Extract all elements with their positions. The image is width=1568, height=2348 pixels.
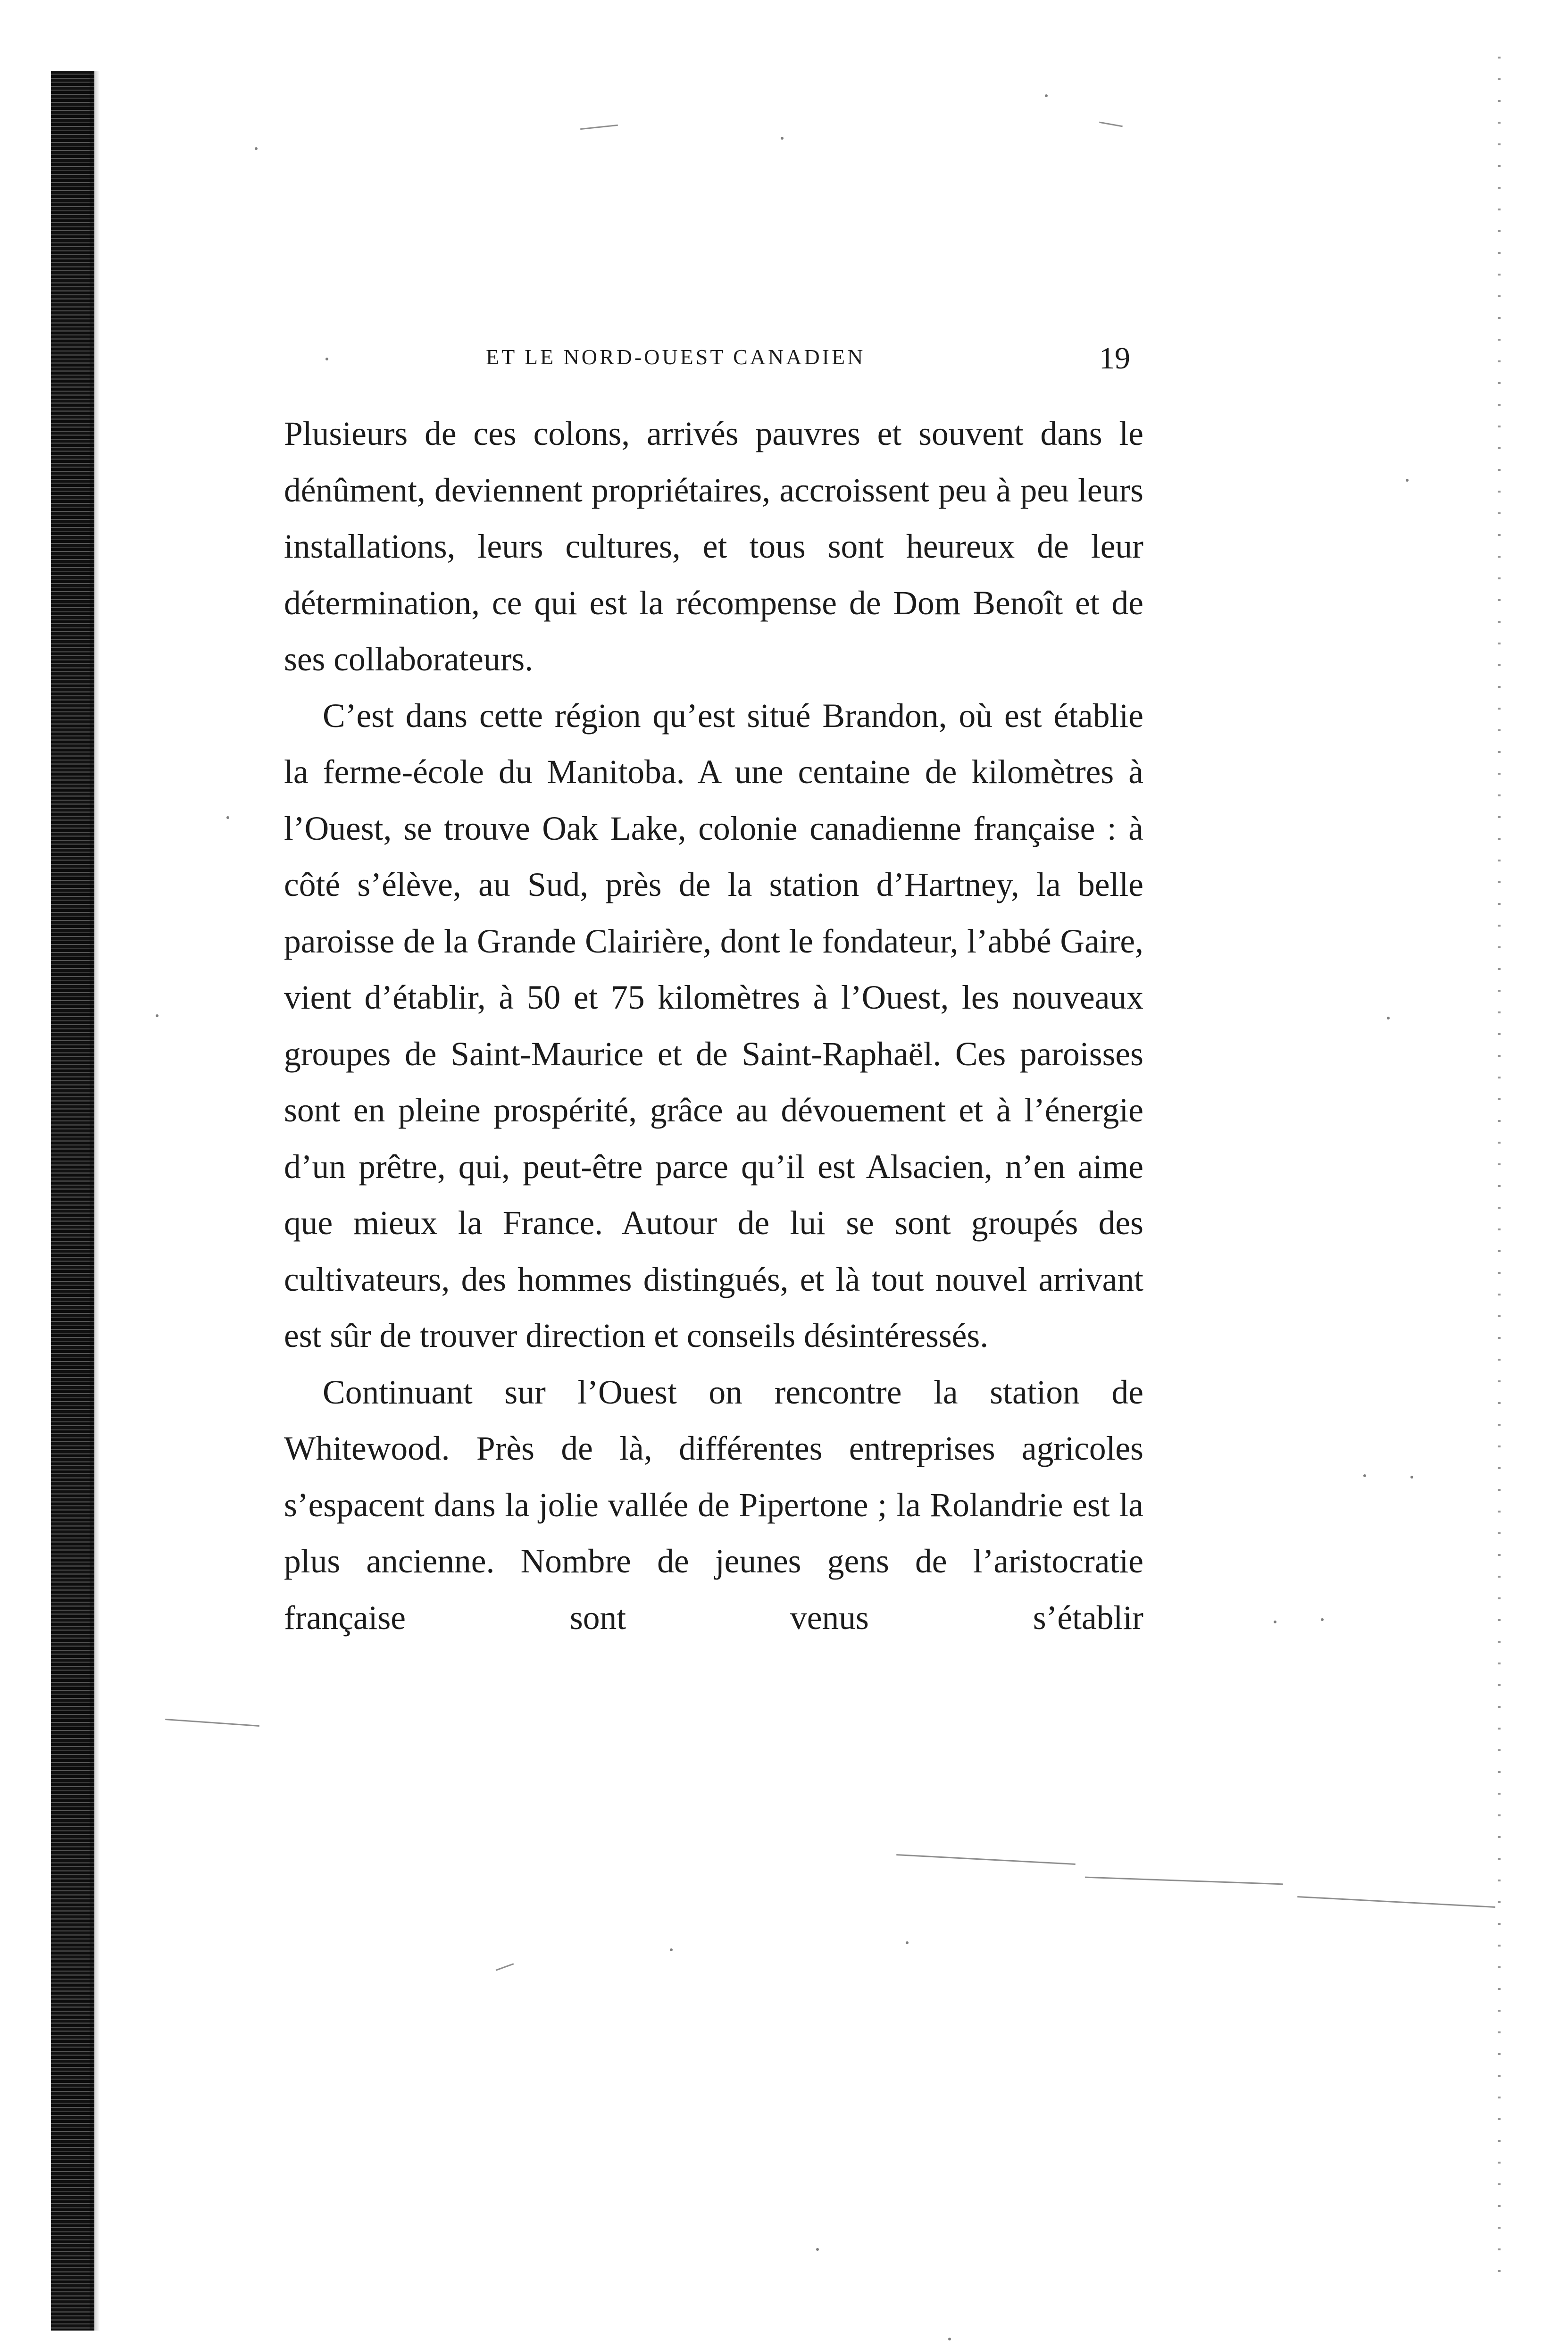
scan-dot xyxy=(1045,94,1048,97)
scan-dot xyxy=(1406,479,1409,482)
paragraph: Plusieurs de ces colons, arrivés pauvres et souvent dans le dénûment, deviennent propriétaires, accroissent peu à peu leurs installations, leurs cultures, et tous sont heureux de leur détermination, ce qui est la récompense de Dom Benoît et de ses collaborateurs. xyxy=(284,415,1143,678)
binding-shadow xyxy=(90,71,100,2331)
body-text xyxy=(284,406,1143,1646)
scan-dot xyxy=(255,147,258,150)
page-header xyxy=(486,341,1156,388)
scan-dot xyxy=(226,816,229,819)
scan-dot xyxy=(156,1014,158,1017)
scan-dot xyxy=(1387,1017,1390,1019)
scan-dot xyxy=(816,2248,819,2251)
scan-mark xyxy=(1099,122,1123,127)
scan-mark xyxy=(165,1719,259,1727)
scan-dot xyxy=(1363,1474,1366,1477)
page-number: 19 xyxy=(1099,341,1130,376)
page-edge-speckle xyxy=(1498,57,1501,2274)
paragraph: Continuant sur l’Ouest on rencontre la station de Whitewood. Près de là, différentes entreprises agricoles s’espacent dans la jolie vallée de Pipertone ; la Rolandrie est la plus ancienne. Nombre de jeunes gens de l’aristocratie française sont venus s’établir xyxy=(284,1373,1143,1637)
book-binding-edge xyxy=(51,71,94,2331)
scan-dot xyxy=(906,1941,909,1944)
scan-mark xyxy=(896,1854,1076,1865)
scan-dot xyxy=(1274,1621,1276,1623)
running-head: ET LE NORD-OUEST CANADIEN xyxy=(486,345,866,369)
scan-dot xyxy=(781,137,784,140)
scan-mark xyxy=(1297,1896,1495,1908)
scan-dot xyxy=(325,358,328,360)
scan-dot xyxy=(1410,1476,1413,1479)
scan-dot xyxy=(670,1948,673,1951)
scan-mark xyxy=(1085,1877,1283,1885)
scan-dot xyxy=(948,2338,951,2340)
scan-dot xyxy=(1321,1618,1324,1621)
paragraph: C’est dans cette région qu’est situé Brandon, où est établie la ferme-école du Manitoba. A une centaine de kilomètres à l’Ouest, se trouve Oak Lake, colonie canadienne française : à côté s’élève, au Sud, près de la station d’Hartney, la belle paroisse de la Grande Clairière, dont le fondateur, l’abbé Gaire, vient d’établir, à 50 et 75 kilomètres à l’Ouest, les nouveaux groupes de Saint-Maurice et de Saint-Raphaël. Ces paroisses sont en pleine prospérité, grâce au dévouement et à l’énergie d’un prêtre, qui, peut-être parce qu’il est Alsacien, n’en aime que mieux la France. Autour de lui se sont groupés des cultivateurs, des hommes distingués, et là tout nouvel arrivant est sûr de trouver direction et conseils désintéressés. xyxy=(284,697,1143,1354)
scan-mark xyxy=(496,1963,514,1971)
scan-mark xyxy=(580,125,618,130)
